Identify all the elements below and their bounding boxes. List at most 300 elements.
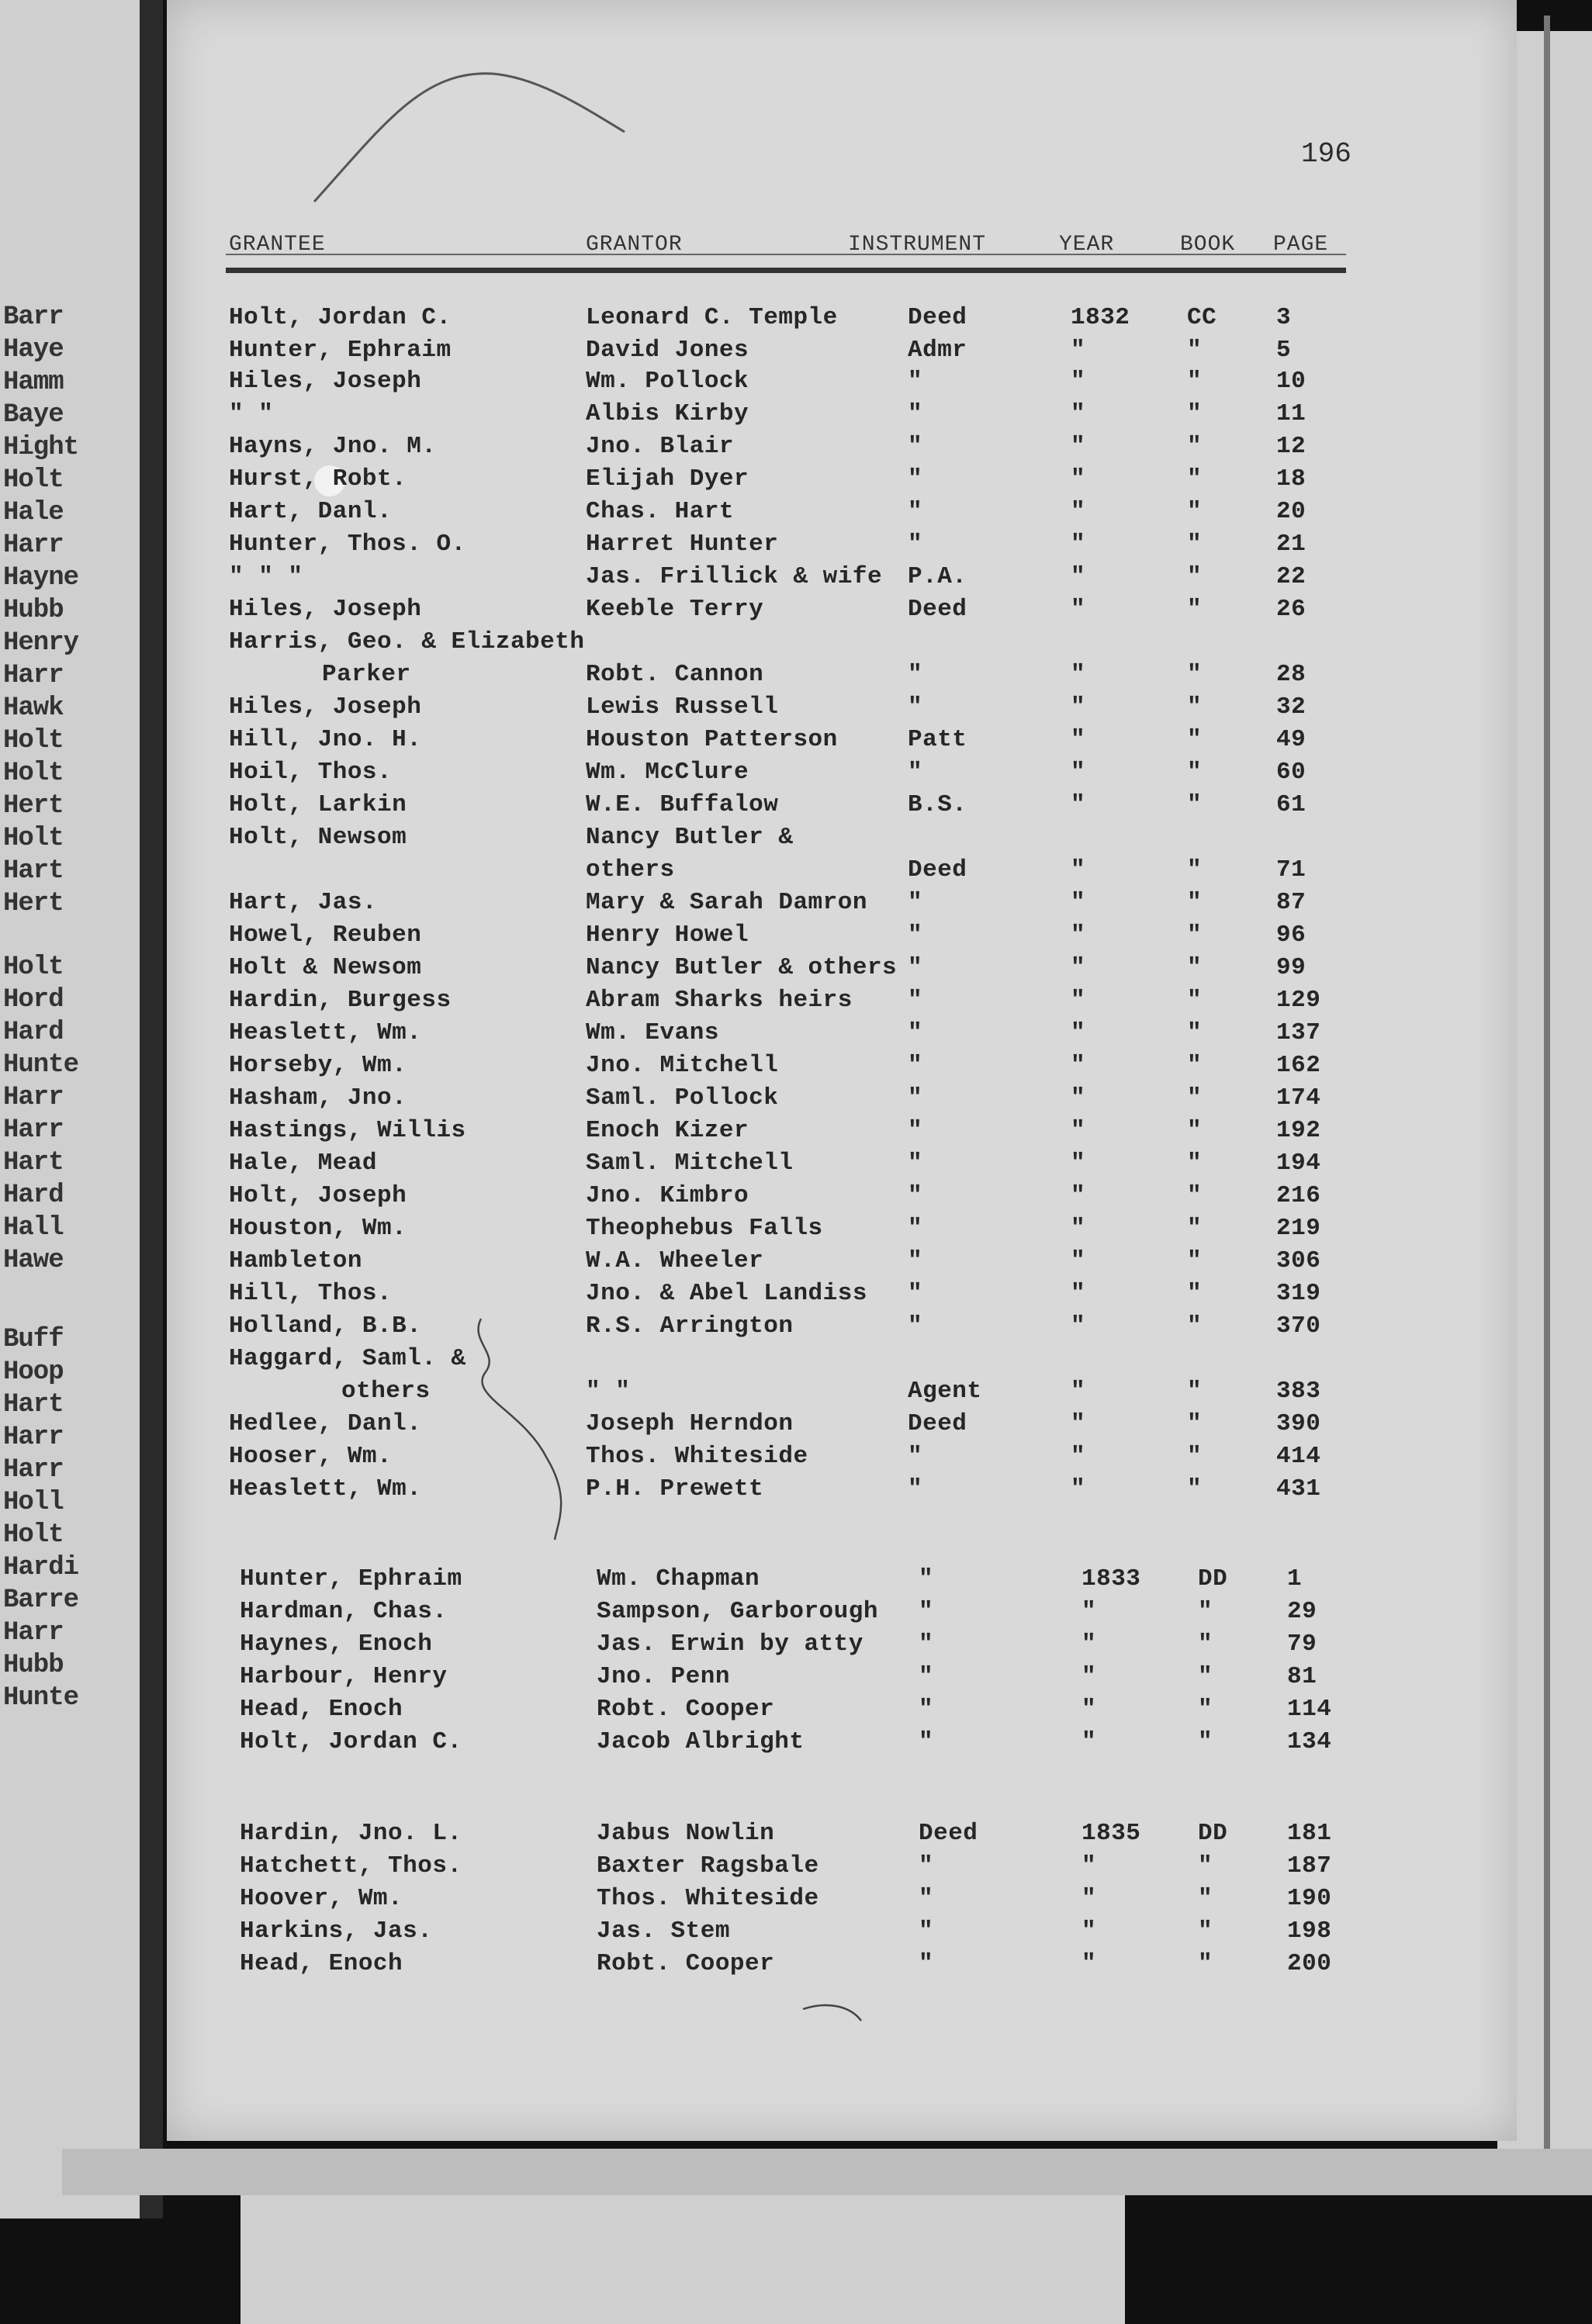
adjacent-page-text: Hunte <box>3 1050 79 1080</box>
cell-year: " <box>1071 465 1086 493</box>
table-row <box>167 726 1517 757</box>
cell-grantor: Jno. Penn <box>597 1663 730 1690</box>
cell-book: " <box>1187 1410 1203 1437</box>
table-row <box>167 1852 1517 1883</box>
adjacent-page-text: Hart <box>3 856 64 886</box>
cell-page: 5 <box>1276 337 1292 364</box>
cell-book: DD <box>1198 1820 1228 1847</box>
cell-year: " <box>1071 1117 1086 1144</box>
cell-instrument: P.A. <box>908 563 967 590</box>
adjacent-page-text: Hall <box>3 1213 64 1243</box>
adjacent-page-text: Baye <box>3 400 64 430</box>
cell-year: " <box>1082 1728 1097 1755</box>
adjacent-page-text: Hord <box>3 985 64 1015</box>
page-number: 196 <box>1301 138 1351 170</box>
cell-grantee: Hardin, Jno. L. <box>240 1820 462 1847</box>
sheet-edge <box>1544 16 1550 2156</box>
cell-instrument: " <box>908 531 923 558</box>
cell-grantee: Holt, Jordan C. <box>229 304 452 331</box>
table-row <box>167 856 1517 887</box>
cell-grantee: Hiles, Joseph <box>229 368 422 395</box>
cell-year: " <box>1071 596 1086 623</box>
cell-year: " <box>1071 693 1086 721</box>
cell-book: " <box>1187 596 1203 623</box>
cell-book: " <box>1187 465 1203 493</box>
adjacent-page-text: Harr <box>3 1115 64 1145</box>
header-grantee: GRANTEE <box>229 233 326 257</box>
cell-grantor: Wm. Evans <box>586 1019 719 1046</box>
cell-book: " <box>1198 1663 1213 1690</box>
cell-year: " <box>1071 922 1086 949</box>
cell-grantor: Robt. Cooper <box>597 1696 775 1723</box>
cell-year: " <box>1071 1019 1086 1046</box>
table-row <box>167 465 1517 496</box>
cell-book: " <box>1198 1598 1213 1625</box>
cell-instrument: " <box>908 1247 923 1274</box>
cell-instrument: " <box>908 1312 923 1340</box>
adjacent-page-text: Barre <box>3 1586 79 1615</box>
adjacent-page-text: Holt <box>3 726 64 756</box>
cell-grantor: Elijah Dyer <box>586 465 749 493</box>
cell-year: " <box>1071 1247 1086 1274</box>
table-row <box>167 563 1517 594</box>
cell-year: " <box>1082 1631 1097 1658</box>
cell-page: 81 <box>1287 1663 1317 1690</box>
cell-page: 3 <box>1276 304 1292 331</box>
cell-grantor: Jas. Stem <box>597 1918 730 1945</box>
cell-grantor: Henry Howel <box>586 922 749 949</box>
cell-instrument: " <box>919 1663 934 1690</box>
adjacent-page-text: Hart <box>3 1390 64 1420</box>
cell-page: 192 <box>1276 1117 1321 1144</box>
cell-book: " <box>1187 337 1203 364</box>
cell-page: 431 <box>1276 1475 1321 1503</box>
cell-year: " <box>1071 1280 1086 1307</box>
cell-grantor: W.E. Buffalow <box>586 791 779 818</box>
cell-book: " <box>1198 1852 1213 1880</box>
table-row <box>167 987 1517 1018</box>
cell-instrument: " <box>908 1052 923 1079</box>
cell-page: 79 <box>1287 1631 1317 1658</box>
cell-book: " <box>1187 1117 1203 1144</box>
adjacent-page-text: Buff <box>3 1325 64 1354</box>
cell-grantor: Mary & Sarah Damron <box>586 889 867 916</box>
cell-grantee: Hart, Danl. <box>229 498 393 525</box>
cell-instrument: " <box>908 1443 923 1470</box>
cell-grantor: others <box>586 856 675 884</box>
adjacent-page-text: Hawe <box>3 1246 64 1275</box>
cell-book: " <box>1187 791 1203 818</box>
cell-page: 198 <box>1287 1918 1332 1945</box>
cell-grantee: Horseby, Wm. <box>229 1052 407 1079</box>
table-row <box>167 1084 1517 1115</box>
table-row <box>167 1696 1517 1727</box>
cell-year: " <box>1082 1663 1097 1690</box>
cell-book: " <box>1187 693 1203 721</box>
cell-grantor: Saml. Pollock <box>586 1084 779 1112</box>
cell-book: " <box>1187 922 1203 949</box>
cell-book: " <box>1198 1885 1213 1912</box>
table-row <box>167 1443 1517 1474</box>
cell-page: 137 <box>1276 1019 1321 1046</box>
table-row <box>167 1598 1517 1629</box>
cell-year: " <box>1071 563 1086 590</box>
cell-page: 187 <box>1287 1852 1332 1880</box>
cell-instrument: " <box>908 1117 923 1144</box>
table-row <box>167 628 1517 659</box>
cell-book: " <box>1187 726 1203 753</box>
cell-instrument: " <box>919 1598 934 1625</box>
table-row <box>167 1215 1517 1246</box>
cell-year: " <box>1071 954 1086 981</box>
cell-year: " <box>1082 1852 1097 1880</box>
cell-page: 134 <box>1287 1728 1332 1755</box>
cell-grantor: Saml. Mitchell <box>586 1150 794 1177</box>
adjacent-page-text: Harr <box>3 1083 64 1112</box>
cell-year: 1835 <box>1082 1820 1141 1847</box>
cell-instrument: " <box>908 661 923 688</box>
cell-year: " <box>1082 1950 1097 1977</box>
table-row <box>167 1182 1517 1213</box>
cell-grantor: P.H. Prewett <box>586 1475 764 1503</box>
cell-book: " <box>1187 1443 1203 1470</box>
adjacent-page-text: Hart <box>3 1148 64 1178</box>
cell-grantor: Abram Sharks heirs <box>586 987 853 1014</box>
cell-grantor: Theophebus Falls <box>586 1215 823 1242</box>
cell-grantee: Head, Enoch <box>240 1950 403 1977</box>
cell-book: " <box>1187 368 1203 395</box>
cell-book: " <box>1187 1052 1203 1079</box>
cell-grantee: Hoil, Thos. <box>229 759 393 786</box>
cell-book: " <box>1187 1150 1203 1177</box>
adjacent-page-text: Hert <box>3 889 64 918</box>
cell-year: " <box>1071 987 1086 1014</box>
cell-grantee: Hurst, Robt. <box>229 465 407 493</box>
cell-grantee: Hardman, Chas. <box>240 1598 448 1625</box>
bottom-tab <box>241 2195 1125 2324</box>
cell-grantor: " " <box>586 1378 631 1405</box>
cell-instrument: Agent <box>908 1378 982 1405</box>
adjacent-page-text: Holt <box>3 759 64 788</box>
cell-grantee: Hiles, Joseph <box>229 596 422 623</box>
cell-book: " <box>1187 1084 1203 1112</box>
table-row <box>167 1117 1517 1148</box>
table-row <box>167 596 1517 627</box>
cell-instrument: " <box>908 1182 923 1209</box>
cell-page: 29 <box>1287 1598 1317 1625</box>
cell-grantee: Hedlee, Danl. <box>229 1410 422 1437</box>
table-row <box>167 1950 1517 1981</box>
cell-page: 11 <box>1276 400 1306 427</box>
table-row <box>167 368 1517 399</box>
cell-book: " <box>1198 1631 1213 1658</box>
cell-grantor: Albis Kirby <box>586 400 749 427</box>
cell-page: 60 <box>1276 759 1306 786</box>
cell-grantee: Holt, Newsom <box>229 824 407 851</box>
cell-grantor: Jas. Erwin by atty <box>597 1631 863 1658</box>
cell-grantee: " " <box>229 400 274 427</box>
cell-grantor: Nancy Butler & <box>586 824 794 851</box>
table-row <box>167 1728 1517 1759</box>
cell-page: 216 <box>1276 1182 1321 1209</box>
cell-grantee: Haggard, Saml. & <box>229 1345 466 1372</box>
cell-book: DD <box>1198 1565 1228 1593</box>
table-row <box>167 759 1517 790</box>
cell-grantor: David Jones <box>586 337 749 364</box>
cell-grantee: Hardin, Burgess <box>229 987 452 1014</box>
cell-page: 87 <box>1276 889 1306 916</box>
adjacent-page-text: Hard <box>3 1181 64 1210</box>
cell-page: 26 <box>1276 596 1306 623</box>
cell-grantee: Heaslett, Wm. <box>229 1475 422 1503</box>
cell-instrument: " <box>919 1565 934 1593</box>
cell-page: 71 <box>1276 856 1306 884</box>
cell-grantor: Wm. Chapman <box>597 1565 760 1593</box>
cell-page: 370 <box>1276 1312 1321 1340</box>
header-book: BOOK <box>1180 233 1236 257</box>
cell-grantee: Hatchett, Thos. <box>240 1852 462 1880</box>
table-row <box>167 1663 1517 1694</box>
table-row <box>167 1565 1517 1596</box>
cell-grantor: Sampson, Garborough <box>597 1598 878 1625</box>
cell-instrument: Deed <box>908 856 967 884</box>
cell-page: 200 <box>1287 1950 1332 1977</box>
cell-book: CC <box>1187 304 1217 331</box>
cell-instrument: Deed <box>908 596 967 623</box>
table-row <box>167 337 1517 368</box>
cell-page: 162 <box>1276 1052 1321 1079</box>
cell-grantor: Jno. & Abel Landiss <box>586 1280 867 1307</box>
cell-grantee: Hunter, Ephraim <box>240 1565 462 1593</box>
cell-book: " <box>1198 1950 1213 1977</box>
cell-grantee: Hill, Thos. <box>229 1280 393 1307</box>
table-row <box>167 531 1517 562</box>
adjacent-page-text: Harr <box>3 1455 64 1485</box>
bottom-shadow-band <box>62 2149 1592 2195</box>
cell-grantee: Hart, Jas. <box>229 889 378 916</box>
adjacent-page-text: Harr <box>3 1618 64 1648</box>
cell-year: " <box>1071 400 1086 427</box>
cell-instrument: " <box>919 1728 934 1755</box>
cell-page: 129 <box>1276 987 1321 1014</box>
cell-grantor: Robt. Cooper <box>597 1950 775 1977</box>
cell-instrument: " <box>919 1631 934 1658</box>
cell-instrument: " <box>908 954 923 981</box>
table-row <box>167 824 1517 855</box>
adjacent-page-text: Hawk <box>3 693 64 723</box>
cell-page: 21 <box>1276 531 1306 558</box>
cell-page: 414 <box>1276 1443 1321 1470</box>
cell-book: " <box>1187 1215 1203 1242</box>
cell-grantee: Hale, Mead <box>229 1150 378 1177</box>
adjacent-page-text: Harr <box>3 531 64 560</box>
cell-book: " <box>1187 1182 1203 1209</box>
cell-page: 114 <box>1287 1696 1332 1723</box>
cell-year: " <box>1071 1150 1086 1177</box>
cell-instrument: " <box>908 433 923 460</box>
adjacent-page-text: Barr <box>3 303 64 332</box>
cell-year: " <box>1082 1598 1097 1625</box>
table-row <box>167 1885 1517 1916</box>
cell-grantor: Keeble Terry <box>586 596 764 623</box>
cell-book: " <box>1198 1728 1213 1755</box>
cell-page: 190 <box>1287 1885 1332 1912</box>
cell-year: " <box>1082 1885 1097 1912</box>
cell-page: 306 <box>1276 1247 1321 1274</box>
adjacent-page-text: Hale <box>3 498 64 527</box>
adjacent-page-text: Hoop <box>3 1357 64 1387</box>
cell-year: " <box>1071 531 1086 558</box>
cell-year: " <box>1071 1475 1086 1503</box>
table-row <box>167 1312 1517 1344</box>
cell-grantee: Harris, Geo. & Elizabeth <box>229 628 585 655</box>
cell-instrument: " <box>919 1950 934 1977</box>
cell-grantor: Jno. Mitchell <box>586 1052 779 1079</box>
cell-grantee: Holt, Jordan C. <box>240 1728 462 1755</box>
cell-grantor: Nancy Butler & others <box>586 954 898 981</box>
table-row <box>167 1247 1517 1278</box>
cell-book: " <box>1198 1918 1213 1945</box>
adjacent-page-text: Holl <box>3 1488 64 1517</box>
cell-page: 383 <box>1276 1378 1321 1405</box>
table-row <box>167 922 1517 953</box>
table-row <box>167 1150 1517 1181</box>
cell-book: " <box>1187 1475 1203 1503</box>
cell-grantor: Jno. Blair <box>586 433 735 460</box>
cell-year: " <box>1071 1052 1086 1079</box>
cell-grantor: R.S. Arrington <box>586 1312 794 1340</box>
cell-book: " <box>1187 498 1203 525</box>
cell-year: " <box>1071 433 1086 460</box>
cell-year: " <box>1071 1215 1086 1242</box>
adjacent-page-text: Hayne <box>3 563 79 593</box>
cell-year: " <box>1071 1312 1086 1340</box>
cell-grantee: Hunter, Ephraim <box>229 337 452 364</box>
adjacent-page-text: Holt <box>3 824 64 853</box>
cell-page: 32 <box>1276 693 1306 721</box>
cell-grantor: W.A. Wheeler <box>586 1247 764 1274</box>
cell-instrument: " <box>919 1696 934 1723</box>
table-row <box>167 400 1517 431</box>
cell-grantee: Head, Enoch <box>240 1696 403 1723</box>
table-row <box>167 1820 1517 1851</box>
adjacent-page-text: Holt <box>3 465 64 495</box>
cell-page: 22 <box>1276 563 1306 590</box>
cell-year: " <box>1071 759 1086 786</box>
cell-page: 219 <box>1276 1215 1321 1242</box>
cell-grantee: Heaslett, Wm. <box>229 1019 422 1046</box>
document-page <box>167 0 1517 2141</box>
cell-grantee: Hooser, Wm. <box>229 1443 393 1470</box>
adjacent-page-strip <box>0 0 163 2219</box>
cell-instrument: " <box>908 759 923 786</box>
cell-page: 390 <box>1276 1410 1321 1437</box>
adjacent-page-text: Hamm <box>3 368 64 397</box>
cell-grantee: Hunter, Thos. O. <box>229 531 466 558</box>
cell-book: " <box>1187 433 1203 460</box>
table-row <box>167 1378 1517 1409</box>
cell-instrument: " <box>919 1885 934 1912</box>
cell-grantee: Holland, B.B. <box>229 1312 422 1340</box>
adjacent-page-text: Hubb <box>3 596 64 625</box>
cell-year: " <box>1071 1182 1086 1209</box>
cell-instrument: Admr <box>908 337 967 364</box>
cell-book: " <box>1187 563 1203 590</box>
cell-instrument: " <box>908 1150 923 1177</box>
cell-instrument: " <box>908 1215 923 1242</box>
cell-instrument: " <box>908 1084 923 1112</box>
cell-grantee: Hasham, Jno. <box>229 1084 407 1112</box>
cell-instrument: B.S. <box>908 791 967 818</box>
cell-grantee: others <box>341 1378 431 1405</box>
table-row <box>167 1410 1517 1441</box>
table-row <box>167 304 1517 335</box>
adjacent-page-text: Hunte <box>3 1683 79 1713</box>
cell-year: " <box>1082 1918 1097 1945</box>
cell-grantee: Hayns, Jno. M. <box>229 433 437 460</box>
cell-grantor: Jacob Albright <box>597 1728 805 1755</box>
cell-page: 20 <box>1276 498 1306 525</box>
cell-instrument: " <box>908 693 923 721</box>
table-row <box>167 1345 1517 1376</box>
cell-grantee: Holt, Joseph <box>229 1182 407 1209</box>
cell-instrument: " <box>908 1475 923 1503</box>
cell-year: " <box>1071 726 1086 753</box>
table-row <box>167 1631 1517 1662</box>
cell-page: 174 <box>1276 1084 1321 1112</box>
cell-page: 10 <box>1276 368 1306 395</box>
cell-grantor: Robt. Cannon <box>586 661 764 688</box>
cell-grantor: Jas. Frillick & wife <box>586 563 883 590</box>
cell-grantee: Hambleton <box>229 1247 362 1274</box>
cell-grantee: Hill, Jno. H. <box>229 726 422 753</box>
cell-book: " <box>1187 889 1203 916</box>
cell-instrument: " <box>908 922 923 949</box>
adjacent-page-text: Henry <box>3 628 79 658</box>
table-row <box>167 498 1517 529</box>
cell-grantee: Holt, Larkin <box>229 791 407 818</box>
cell-instrument: Deed <box>908 1410 967 1437</box>
cell-year: " <box>1071 856 1086 884</box>
cell-book: " <box>1198 1696 1213 1723</box>
cell-page: 194 <box>1276 1150 1321 1177</box>
table-row <box>167 954 1517 985</box>
cell-year: " <box>1082 1696 1097 1723</box>
cell-page: 28 <box>1276 661 1306 688</box>
cell-instrument: Deed <box>919 1820 978 1847</box>
adjacent-page-text: Harr <box>3 1423 64 1452</box>
cell-grantee: Howel, Reuben <box>229 922 422 949</box>
adjacent-page-text: Holt <box>3 1520 64 1550</box>
cell-page: 99 <box>1276 954 1306 981</box>
cell-year: 1832 <box>1071 304 1130 331</box>
cell-book: " <box>1187 531 1203 558</box>
cell-grantor: Baxter Ragsbale <box>597 1852 819 1880</box>
cell-book: " <box>1187 1312 1203 1340</box>
cell-book: " <box>1187 759 1203 786</box>
cell-year: 1833 <box>1082 1565 1141 1593</box>
cell-book: " <box>1187 1247 1203 1274</box>
adjacent-page-text: Haye <box>3 335 64 365</box>
page-gutter <box>140 0 163 2219</box>
cell-page: 1 <box>1287 1565 1303 1593</box>
header-page: PAGE <box>1273 233 1329 257</box>
cell-instrument: " <box>908 498 923 525</box>
cell-book: " <box>1187 661 1203 688</box>
cell-grantee: Houston, Wm. <box>229 1215 407 1242</box>
cell-page: 18 <box>1276 465 1306 493</box>
cell-year: " <box>1071 498 1086 525</box>
